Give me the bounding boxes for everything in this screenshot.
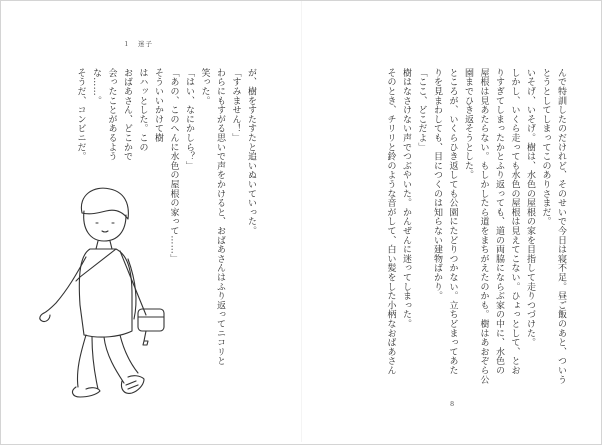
right-line: 屋根は見あたらない。もしかしたら道をまちがえたのかも。樹はあおぞら公 <box>478 68 489 385</box>
left-line: わらにもすがる思いで声をかけると、おばあさんはふり返ってニコリと <box>215 68 225 366</box>
left-line: はハッとした。この <box>137 68 148 152</box>
page-number: 8 <box>450 400 455 408</box>
left-shoe <box>73 387 100 397</box>
left-line: な……。 <box>91 68 101 106</box>
face-outline <box>84 211 126 241</box>
right-line: りすぎてしまったかとふり返っても、道の両脇にならぶ家の中に、水色の <box>494 68 504 375</box>
right-line: いそげ、いそげ。樹は、水色の屋根の家を目指して走りつづけた。 <box>525 68 535 347</box>
hair-outline <box>81 188 128 219</box>
left-line: そういいかけて樹 <box>153 68 163 143</box>
running-head: １ 迷子 <box>123 40 153 48</box>
left-line: そうだ、コンビニだ。 <box>75 68 86 161</box>
right-line: 樹はなさけない声でつぶやいた。かんぜんに迷ってしまった。 <box>401 68 411 329</box>
right-page-text <box>300 68 568 385</box>
right-line: とうとしてしまってこのありさまだ。 <box>540 68 551 227</box>
right-line: ところが、いくらひき返しても公園にたどりつかない。立ちどまってあた <box>447 68 458 375</box>
left-line: 「はい、なにかしら？」 <box>184 68 194 171</box>
left-line: が、樹をすたすたと追いぬいていった。 <box>246 68 256 236</box>
right-line: 「ここ、どこだよ」 <box>416 68 427 152</box>
left-line: 笑った。 <box>199 68 210 106</box>
right-line: んで特訓したのだけれど、そのせいで今日は寝不足。昼ご飯のあと、ついう <box>556 68 566 385</box>
left-line: 会ったことがあるよう <box>106 68 117 161</box>
right-line: しかし、いくら走っても水色の屋根は見えてこない。ひょっとして、とお <box>509 68 520 375</box>
pants-outline <box>77 335 138 389</box>
left-line: おばあさん、どこかで <box>122 68 132 161</box>
shoulder-bag <box>138 309 164 331</box>
left-line: 「すみません！」 <box>230 68 241 143</box>
right-line: りを見まわしても、目につくのは知らない建物ばかり。 <box>432 68 442 301</box>
right-line: そのとき、チリリと鈴のような音がして、白い髪をした小柄なおばあさん <box>385 68 396 375</box>
left-line: 「あの、このへんに水色の屋根の家って……」 <box>168 68 179 264</box>
right-shoe <box>121 376 144 394</box>
boy-walking-with-shoulder-bag-illustration <box>20 185 190 405</box>
right-line: 園までひき返そうとした。 <box>463 68 473 180</box>
